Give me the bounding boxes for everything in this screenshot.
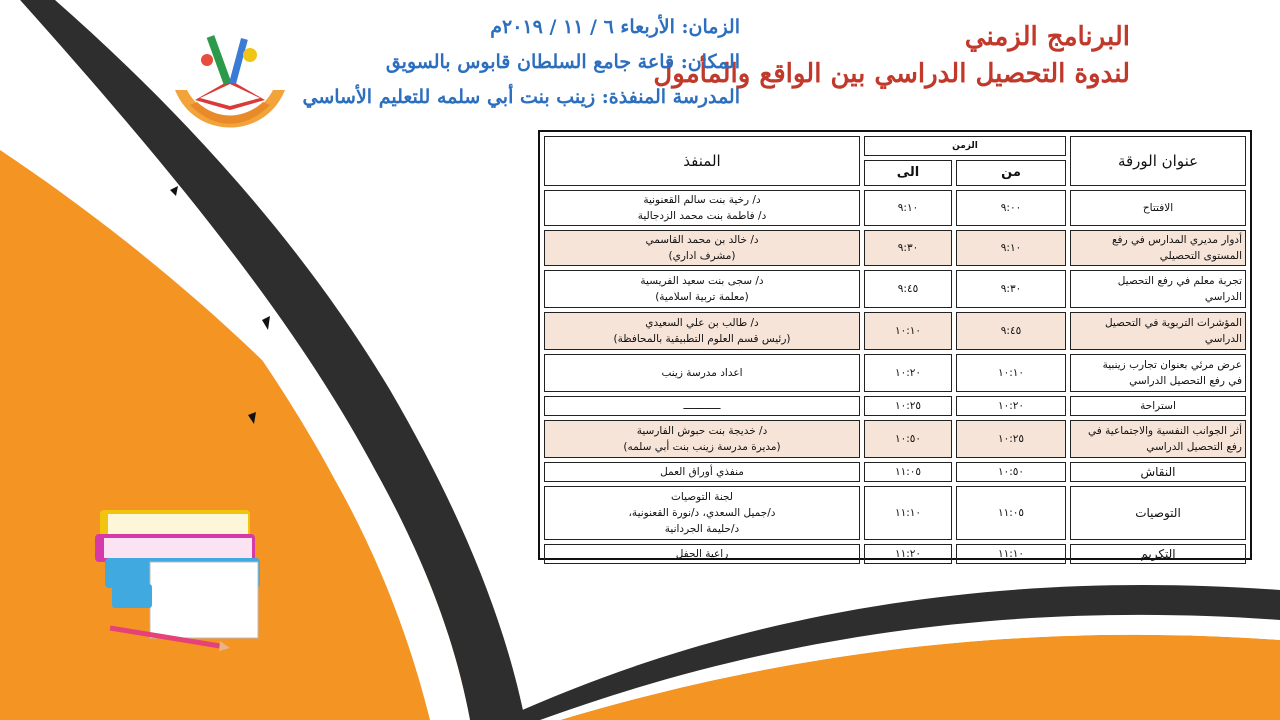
title-line-2: لندوة التحصيل الدراسي بين الواقع والمأمول [653,59,1130,89]
presenter-line: (مديرة مدرسة زينب بنت أبي سلمه) [623,441,781,453]
presenter-line: د/ خديجة بنت حبوش الفارسية [636,425,768,437]
cell-topic [1070,420,1246,458]
topic-line: الافتتاح [1142,202,1174,214]
cell-presenter [544,270,860,308]
presenter-line: راعية الحفل [675,548,729,560]
presenter-line: لجنة التوصيات [671,491,733,503]
header-time: الزمن [864,136,1066,156]
cell-time-to: ١١:١٠ [864,486,952,540]
cell-time-from: ١١:١٠ [956,544,1066,564]
topic-line: استراحة [1140,400,1176,412]
cell-time-to: ١٠:٥٠ [864,420,952,458]
event-info [302,10,740,115]
table-row [544,270,1246,308]
event-place: المكان: قاعة جامع السلطان قابوس بالسويق [385,51,740,73]
schedule-table-container [538,130,1252,560]
topic-line: عرض مرئي بعنوان تجارب زينبية [1102,359,1242,371]
cell-time-from: ٩:١٠ [956,230,1066,266]
topic-line: النقاش [1140,465,1176,479]
school-logo [155,10,305,150]
cell-presenter [544,420,860,458]
presenter-line: (مشرف اداري) [668,250,736,262]
cell-time-from: ٩:٠٠ [956,190,1066,226]
cell-time-to: ٩:٣٠ [864,230,952,266]
topic-line: الدراسي [1204,333,1242,345]
topic-line: أثر الجوانب النفسية والاجتماعية في [1088,425,1242,437]
books-illustration [90,500,280,660]
event-date: الزمان: الأربعاء ٦ / ١١ / ٢٠١٩م [490,16,740,38]
presenter-line: ــــــــــــ [683,400,721,412]
title-line-1: البرنامج الزمني [964,22,1130,52]
cell-time-from: ١١:٠٥ [956,486,1066,540]
header-to: الى [864,160,952,186]
presenter-line: د/حليمة الجردانية [664,523,740,535]
cell-time-to: ٩:٤٥ [864,270,952,308]
cell-topic [1070,270,1246,308]
cell-topic [1070,230,1246,266]
header-topic: عنوان الورقة [1070,136,1246,186]
presenter-line: (رئيس قسم العلوم التطبيقية بالمحافظة) [613,333,791,345]
cell-time-from: ٩:٤٥ [956,312,1066,350]
topic-line: الدراسي [1204,291,1242,303]
table-row [544,462,1246,482]
cell-time-from: ١٠:٥٠ [956,462,1066,482]
header-presenter: المنفذ [544,136,860,186]
cell-presenter [544,312,860,350]
topic-line: رفع التحصيل الدراسي [1146,441,1242,453]
table-row [544,312,1246,350]
cell-topic [1070,354,1246,392]
cell-topic [1070,312,1246,350]
schedule-table [540,132,1250,568]
header-from: من [956,160,1066,186]
cell-topic [1070,462,1246,482]
cell-presenter [544,190,860,226]
cell-topic [1070,486,1246,540]
cell-topic [1070,190,1246,226]
presenter-line: د/ فاطمة بنت محمد الزدجالية [637,210,767,222]
cell-time-to: ١١:٠٥ [864,462,952,482]
cell-topic [1070,396,1246,416]
table-row [544,190,1246,226]
table-row [544,354,1246,392]
topic-line: في رفع التحصيل الدراسي [1129,375,1242,387]
presenter-line: د/ رخية بنت سالم القعنونية [643,194,761,206]
cell-time-from: ٩:٣٠ [956,270,1066,308]
presenter-line: د/ سجى بنت سعيد الفريسية [640,275,764,287]
presenter-line: اعداد مدرسة زينب [661,367,743,379]
cell-time-from: ١٠:١٠ [956,354,1066,392]
program-title [653,18,1130,92]
cell-presenter [544,462,860,482]
organizing-school: المدرسة المنفذة: زينب بنت أبي سلمه للتعليم الأساسي [302,86,740,108]
topic-line: التكريم [1140,547,1176,561]
table-row [544,396,1246,416]
table-row [544,420,1246,458]
cell-presenter [544,230,860,266]
topic-line: المستوى التحصيلي [1159,250,1242,262]
cell-presenter [544,396,860,416]
presenter-line: د/ طالب بن علي السعيدي [645,317,759,329]
cell-time-to: ١٠:٢٠ [864,354,952,392]
cell-presenter [544,544,860,564]
cell-time-to: ١١:٢٠ [864,544,952,564]
schedule-body [544,190,1246,564]
table-row [544,230,1246,266]
cell-time-to: ١٠:١٠ [864,312,952,350]
table-row [544,544,1246,564]
presenter-line: د/ خالد بن محمد القاسمي [645,234,759,246]
topic-line: التوصيات [1135,506,1181,520]
table-row [544,486,1246,540]
cell-time-from: ١٠:٢٥ [956,420,1066,458]
topic-line: أدوار مديري المدارس في رفع [1111,234,1242,246]
cell-topic [1070,544,1246,564]
presenter-line: (معلمة تربية اسلامية) [655,291,749,303]
topic-line: تجربة معلم في رفع التحصيل [1117,275,1242,287]
cell-time-to: ٩:١٠ [864,190,952,226]
cell-time-from: ١٠:٢٠ [956,396,1066,416]
cell-presenter [544,354,860,392]
cell-time-to: ١٠:٢٥ [864,396,952,416]
presenter-line: د/جميل السعدي، د/نورة القعنونية، [628,507,776,519]
cell-presenter [544,486,860,540]
topic-line: المؤشرات التربوية في التحصيل [1104,317,1242,329]
presenter-line: منفذي أوراق العمل [660,466,744,478]
